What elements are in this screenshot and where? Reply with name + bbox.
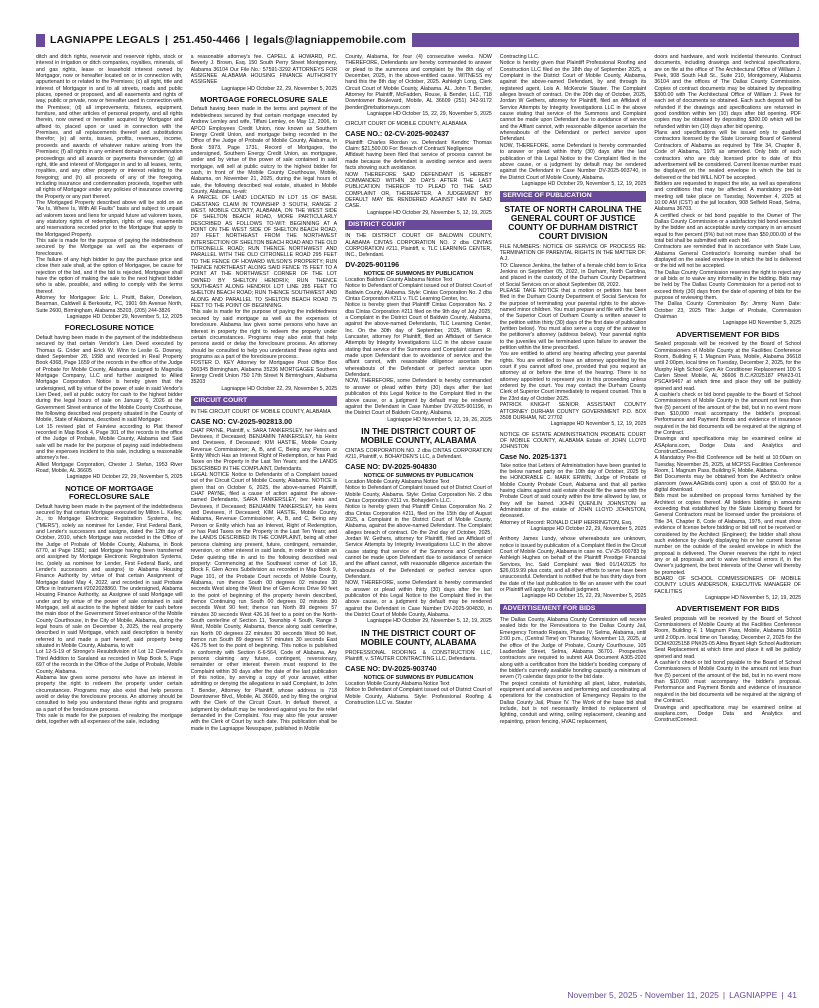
notice-paragraph: You are entitled to attend any hearing affecting your parental rights. You are entitled to have an attorney appointed by the court if you cannot afford one, provided that you request an attorney at or before the time of the hearing. There is no attorney appointed to represent you in this proceeding unless ordered by the court. You may contact the Durham County Clerk of Superior Court immediately to request counsel. This is the 23rd day of October 2025.	[499, 351, 647, 402]
notice-paragraph: BOARD OF SCHOOL COMMISSIONERS OF MOBILE COUNTY LOUIS ANDERSON, EXECUTIVE MANAGER OF FACILITIES	[654, 575, 801, 595]
notice-title: ADVERTISEMENT FOR BIDS	[676, 329, 780, 339]
page-header	[36, 31, 799, 49]
notice-paragraph: Lot 15 revised plat of Fairview according to Plat thereof recorded in Map Book 4, Page 301 of the records in the office of the Judge of Probate, Mobile County, Alabama and Said sale will be made for the purpose of paying said indebtedness and the expenses incident to this sale, including a reasonable attorney's fee.	[36, 423, 183, 462]
notice-paragraph: Default having been made in the terms and payment of the indebtedness secured by that certain mortgage executed by Andrew Lemley and wife, Tiffani Lemley, on May 12, 2006, to APCO Employees Credit Union, now known as Southern Energy Credit Union, and mortgage being recorded in the Office of the Judge of Probate of Mobile County, Alabama, in Book 5973, Page 1731, Record of Mortgages, the undersigned, Southern Energy Credit Union, as mortgagee, under and by virtue of the power of sale contained in said mortgage, will sell at public outcry to the highest bidder for cash, in front of the Mobile County Courthouse, Mobile, Alabama, on November 21, 2025, during the legal hours of sale, the following described real estate, situated in Mobile County, Alabama, to-wit:	[190, 106, 338, 195]
notice-paragraph: A Mandatory Pre-Bid Conference will be held at 10:00am on Tuesday, November 25, 2025, at MCPSS Facilities Conference Room, 1 Magnum Pass, Building F, Mobile, Alabama.	[654, 455, 801, 475]
case-number: DV-2025-901196	[345, 259, 400, 269]
header-section: LAGNIAPPE LEGALS	[50, 34, 160, 46]
notice-paragraph: IN THE CIRCUIT COURT OF MOBILE COUNTY, ALABAMA	[190, 409, 331, 416]
notice-paragraph: Alabama law gives some persons who have an interest in property the right to redeem the property under certain circumstances. Programs may also exist that help persons avoid or delay the foreclosure process. An attorney should be consulted to help you understand these rights and programs as a part of the foreclosure process.	[36, 674, 183, 713]
column-1	[36, 54, 183, 980]
notice-paragraph: CIRCUIT COURT OF MOBILE COUNTY, ALABAMA	[345, 121, 467, 128]
notice-paragraph: CHAT PAYNE, Plaintiff, v. SARA TANKERSLEY, her Heirs and Devisees, if Deceased; BENJAMIN TANKERSLEY, his Heirs and Devisees, if Deceased; KIM HASTIE, Mobile County Revenue Commissioner; A, B, and C, Being any Person or Entity Which Has an Interest Right of Redemption, or has Paid Taxes on the Property in the Last Ten Years; and the LANDS DESCRIBED IN THE COMPLAINT, Defendants.	[190, 427, 338, 472]
notice-paragraph: Default having been made in the payment of the indebtedness secured by that certain Mortgage executed by Milton L. Kelley, Jr., to Mortgage Electronic Registration Systems, Inc. ("MERS"), solely as nominee for Lender, First Federal Bank, and Lender's successors and assigns, dated the 12th day of October, 2010, which Mortgage was recorded in the Office of the Judge of Probate of Mobile County, Alabama, in Book 6770, at Page 1581; said Mortgage having been transferred and assigned by Mortgage Electronic Registration Systems, Inc. (solely as nominee for Lender, First Federal Bank, and Lender's successors and assigns) to Alabama Housing Finance Authority by virtue of that certain Assignment of Mortgage dated May 4, 2022, and recorded in said Probate Office in Instrument #2022028860. The undersigned, Alabama Housing Finance Authority, as Assignee of said Mortgage will under and by virtue of the power of sale contained in said Mortgage, sell at auction to the highest bidder for cash before the main door of the Government Street entrance of the Mobile County Courthouse, in the City of Mobile, Alabama, during the legal hours of sale on December 3, 2025, the real property described in said Mortgage, which said description is hereby referred to and made a part hereof, said property being situated in Mobile County, Alabama, to wit:	[36, 503, 183, 650]
page-number: 41	[787, 990, 797, 1000]
notice-paragraph: NOW, THEREFORE, some Defendant is hereby commanded to answer or plead within thirty (30) days after the last publication of this Legal Notice to the Complaint filed in the above cause, or a judgment by default may be rendered against the Defendant in Case Number DV-2025-904830, in the District Court of Mobile County, Alabama.	[345, 580, 492, 619]
publication-line: Lagniappe HD October 29, November 5, 12, 2025	[66, 314, 183, 321]
notice-paragraph: This sale is made for the purposes of realizing the mortgage debt, together with all expenses of the sale, including	[36, 712, 183, 726]
notice-title: FORECLOSURE NOTICE	[64, 323, 154, 333]
section-heading: ADVERTISEMENT FOR BIDS	[500, 604, 647, 614]
notice-paragraph: Notice is hereby given that Plaintiff Cintas Corporation No. 2 dba Cintas Corporation #211, filed on the 15th day of August 2025, a Complaint in the District Court of Mobile County, Alabama, against the above-named Defendant. The Complaint alleges breach of contract. On the 2nd day of October, 2025, Jordan W. Gethers, attorney for Plaintiff, filed an Affidavit of Service Attempts by Integrity Investigations LLC in the above cause stating that service of the Summons and Complaint cannot be made upon Defendant due to avoidance of service and the affiant cannot, with reasonable diligence ascertain the whereabouts of the Defendant or perfect service upon Defendant.	[345, 504, 492, 581]
notice-paragraph: The Dallas County Commission reserves the right to reject any or all bids or to waive any informality in the bidding. Bids may be held by The Dallas County Commission for a period not to exceed thirty (30) days from the date of opening of bids for the purpose of reviewing them.	[654, 269, 801, 302]
case-number: CASE NO.: 02-CV-2025-902437	[345, 128, 450, 138]
notice-paragraph: TO: Clarence Jenkins, the father of a female child born to Erica Jenkins on September 05, 2022, in Durham, North Carolina, and placed in the custody of the Durham County Department of Social Services on or about September 08, 2022.	[499, 262, 647, 288]
notice-paragraph: The Mortgaged Property described above will be sold on an "As Is, Where Is, With All Faults" basis and subject to unpaid ad valorem taxes and liens for unpaid future ad valorem taxes, any statutory rights of redemption, rights of way, easements and reservations recorded prior to the Mortgage that apply to the Mortgaged Property.	[36, 199, 183, 238]
notice-paragraph: Take notice that Letters of Administration have been granted to the below named party on the 10th day of October, 2025 by the HONORABLE C. MARK ERWIN, Judge of Probate of Mobile County Probate Court, Alabama and that all parties having claims against said estate should file the same with the Probate Court of said county within the time allowed by law, or they will be barred. JOHN QUENLIN JOHNSTON as Administrator of the estate of JOHN LLOYD JOHNSTON, deceased.	[499, 462, 647, 520]
publication-line: Lagniappe HD October 15, 22, 29, November 5, 2025	[367, 111, 492, 118]
notice-paragraph: Plaintiff: Charles Riordan vs. Defendant: Kendric Thomas Claim: $21,500.00 For: Breach of Contract/ Negligence	[345, 139, 492, 153]
notice-paragraph: This sale is made for the purpose of paying the indebtedness secured by said mortgage as well as the expenses of foreclosure. Alabama law gives some persons who have an interest in property the right to redeem the property under certain circumstances. Programs may also exist that help persons avoid or delay the foreclosure process. An attorney should be consulted to help you understand these rights and programs as a part of the foreclosure process.	[190, 309, 338, 360]
notice-paragraph: The project consists of furnishing all plant, labor, materials, equipment and all services and performing and coordinating all operations for the construction of Emergency Repairs to the Dallas County Jail, Phase IV. The Work of the base bid shall include, but is not necessarily limited to replacement of lighting, conduit and wiring, ceiling replacement, cleaning and repainting, prison fencing, HVAC replacement,	[499, 680, 647, 725]
header-separator: |	[245, 34, 249, 46]
notice-paragraph: Location Mobile County Alabama Notice Text	[345, 680, 450, 687]
notice-paragraph: County, Alabama, for four (4) consecutive weeks. NOW THEREFORE, Defendants are hereby commanded to answer or plead to the summons and complaint by the 8th day of December, 2025, in the above-entitled cause. WITNESS my hand this the 8th day of October, 2025. Ashleigh Long, Clerk Circuit Court of Mobile County, Alabama. AL. John T. Bender, Attorney for Plaintiff, McFadden, Rouse, & Bender, LLC, 718 Downtowner Boulevard, Mobile, AL 36609 (251) 342-9172 jbender@mrbattorneys.com	[345, 54, 492, 111]
footer-separator: |	[722, 990, 726, 1000]
column-5	[654, 54, 801, 980]
publication-line: Lagniappe HD October 22, 29, November 5, 2025	[221, 85, 338, 92]
notice-paragraph: Default having been made in the payment of the indebtedness secured by that certain Vendor's Lien Deed executed by Thomas G. Crider and Erick W. Winn to Leslie G. Downey, dated September 28, 1998 and recorded in Real Property Book 4368, Page 1659 of the records in the office of the Judge of Probate for Mobile County, Alabama assigned to Magnolia Mortgage Company, LLC and further assigned to Allied Mortgage Corporation. Notice is hereby given that the undersigned, will by virtue of the power of sale in said Vendor's Lien Deed, sell at public outcry for cash to the highest bidder during the legal hours of sale on January 6, 2026 at the Government Street entrance of the Mobile County Courthouse, the following described real property situated in the County of Mobile, State of Alabama, described in said Mortgage:	[36, 334, 183, 424]
notice-paragraph: Notice to Defendant of Complaint issued out of District Court of Mobile County, Alabama. Style: Professional Roofing & Construction LLC vs. Stauter	[345, 687, 492, 706]
notice-paragraph: Notice to Defendant of Complaint issued out of District Court of Mobile County, Alabama. Style: Cintas Corporation No. 2 dba Cintas Corporation #211 vs. Bohayden's LLC.	[345, 485, 492, 504]
notice-paragraph: Sealed proposals will be received by the Board of School Commissioners of Mobile County at the Facilities Conference Room, Building F, 1 Magnum Pass, Mobile, Alabama 36618 until 2:00pm, local time on Tuesday, December 2, 2025, for the Murphy High School Gym Air Conditioner Replacement 100 S Carlen Street Mobile, AL 36606 B.C.#2025187 PN#23-01 PSCA#9467 at which time and place they will be publicly opened and read.	[654, 341, 801, 392]
section-heading: DISTRICT COURT	[345, 220, 492, 230]
publication-line: Lagniappe HD November 5, 12, 19, 2025	[705, 594, 801, 601]
notice-paragraph: Location Baldwin County Alabama Notice Text	[345, 276, 453, 283]
notice-paragraph: Plans and specifications will be issued only to qualified contractors licensed by the State Licensing Board of General Contractors of Alabama as required by Title 34, Chapter 8, Code of Alabama, 1975 as amended. Only bids of such contractors who are duly licensed prior to date of this advertisement will be considered. Current license number must be displayed on the sealed envelope in which the bid is delivered or the bid WILL NOT be accepted.	[654, 130, 801, 181]
notice-paragraph: CINTAS CORPORATION NO. 2 dba CINTAS CORPORATION #211, Plaintiff, v. BOHAYDEN'S LLC, a Defendant.	[345, 447, 492, 461]
notice-paragraph: NOW, THEREFORE, some Defendant is hereby commanded to answer or plead within thirty (30) days after the last publication of this Legal Notice to the Complaint filed in the above cause, or a judgment by default may be rendered against the Defendant in Case Number DV-2025-901196, in the District Court of Baldwin County, Alabama.	[345, 378, 492, 417]
notice-paragraph: Allied Mortgage Corporation, Chester J. Stefan, 1953 River Road, Mobile, AL 36605	[36, 461, 183, 475]
column-4	[500, 54, 647, 980]
notice-paragraph: PATRICK KNIGHT SENIOR ASSISTANT COUNTY ATTORNEY DURHAM COUNTY GOVERNMENT P.O. BOX 3508 DURHAM, NC 27702	[499, 402, 647, 421]
notice-paragraph: NOTICE OF ESTATE ADMINISTRATION PROBATE COURT OF MOBILE COUNTY, ALABAMA Estate of JOHN LLOYD JOHNSTON	[499, 431, 647, 451]
court-heading: STATE OF NORTH CAROLINA THE GENERAL COURT OF JUSTICE COUNTY OF DURHAM DISTRICT COURT DIVISION	[504, 203, 642, 241]
publication-line: Lagniappe HD November 5, 12, 19, 2025	[550, 421, 647, 428]
notice-paragraph: A certified check or bid bond payable to the Owner of The Dallas County Commission or a satisfactory bid bond executed by the bidder and an acceptable surety company in an amount equal to five percent (5%) but not more than $50,000.00 of the total bid shall be submitted with each bid.	[654, 212, 801, 244]
notice-paragraph: Notice to Defendant of Complaint issued out of District Court of Baldwin County, Alabama. Style: Cintas Corporation No. 2 dba Cintas Corporation #211 v. TLC Learning Center, Inc.	[345, 283, 492, 302]
publication-line: Lagniappe HD October 22, 29, November 5, 2025	[66, 474, 183, 481]
column-3	[345, 54, 492, 980]
footer-publication: LAGNIAPPE	[729, 990, 778, 1000]
notice-paragraph: PLEASE TAKE NOTICE that a motion or petition has been filed in the Durham County Department of Social Services for the purpose of terminating your parental rights to the above-named minor children. You must prepare and file with the Clerk of the Superior Court of Durham County a written answer to the petition within thirty (30) days of the first date of publication (written below). You must also serve a copy of the answer to the petitioner's attorney (address below). Your parental rights to the juveniles will be terminated upon failure to answer the petition within the time prescribed.	[499, 287, 647, 352]
notice-paragraph: Bid Documents may be obtained from the Architect's online planroom (www.AAGbids.com) upon a cost of $50.00 for a digital download.	[654, 474, 801, 494]
notice-subtitle: NOTICE OF SUMMONS BY PUBLICATION	[363, 270, 474, 277]
publication-line: Lagniappe HD October 22, 29, November 5, 2025	[530, 526, 647, 532]
notice-paragraph: The failure of any high bidder to pay the purchase price and close their sale shall, at the option of Mortgagee, be cause for rejection of the bid, and if the bid is rejected, Mortgagee shall have the option of making the sale to the next highest bidder who is able, possible, and willing to comply with the terms thereof.	[36, 257, 183, 295]
publication-line: Lagniappe HD October 15, 22, 29, November 5, 2025	[521, 593, 647, 600]
notice-paragraph: NOW THEREFORE SAID DEFENDANT IS HEREBY COMMANDED WITHIN 30 DAYS AFTER THE LAST PUBLICATION THEREOF TO PLEAD TO THE SAID COMPLAINT OR, THEREAFTER, A JUDGEMENT BY DEFAULT MAY BE RENDERED AGAINST HIM IN SAID CASE.	[345, 171, 492, 210]
notice-paragraph: Location Mobile County Alabama Notice Text	[345, 478, 450, 485]
column-2	[191, 54, 338, 980]
notice-paragraph: FILE NUMBERS: NOTICE OF SERVICE OF PROCESS RE: TERMINATION OF PARENTAL RIGHTS IN THE MATTER OF: A.J.	[499, 243, 647, 263]
case-number: CASE NO: CV-2025-902813.00	[190, 416, 293, 426]
notice-title: MORTGAGE FORECLOSURE SALE	[200, 95, 328, 105]
notice-paragraph: NOW, THEREFORE, some Defendant is hereby commanded to answer or plead within thirty (30) days after the last publication of this Legal Notice to the Complaint filed in the above cause, or a judgment by default may be rendered against the Defendant in Case Number DV-2025-903740, in the District Court of Mobile County, Alabama.	[499, 142, 647, 181]
notice-paragraph: A PARCEL OF LAND LOCATED IN LOT 15 OF BASIL CHESTANG CLAIM IN TOWNSHIP 3 SOUTH, RANGE 2 WEST, MOBILE COUNTY, ALABAMA, ON THE WEST SIDE OF SHELTON BEACH ROAD, MORE PARTICULARLY DESCRIBED AS FOLLOWS TO-WIT: BEGINNING AT A POINT ON THE WEST SIDE OF SHELTON BEACH ROAD, 207 FEET NORTHEAST FROM THE NORTHWEST INTERSECTION OF SHELTON BEACH ROAD AND THE OLD CITRONELLE ROAD; RUN THENCE NORTHWEST AND PARALLEL WITH THE OLD CITRONELLE ROAD 295 FEET TO THE FENCE OF HOWARD WILSON'S PROPERTY; RUN THENCE NORTHEAST ALONG SAID FENCE 75 FEET TO A POINT AT THE NORTHWEST CORNER OF THE LOT OWNED BY SHELTON HENDRIX; RUN THENCE SOUTHEAST ALONG HENDRIX LOT LINE 285 FEET TO SHELTON BEACH ROAD; RUN THENCE SOUTHWEST AND ALONG AND PARALLEL TO SHELTON BEACH ROAD 75 FEET TO THE POINT OF BEGINNING.	[190, 195, 338, 310]
section-heading: SERVICE OF PUBLICATION	[500, 191, 647, 201]
legal-columns	[36, 54, 801, 980]
notice-paragraph: LEGAL NOTICE Notice to Defendants of a Complaint issued out of the Circuit Court of Mobile County, Alabama. NOTICE is given that on October 6, 2025, the above-named Plaintiff, CHAT PAYNE, filed a cause of action against the above-named Defendants, SARA TANKERSLEY, her Heirs and Devisees, if Deceased; BENJAMIN TANKERSLEY, his Heirs and Devisees, if Deceased; KIM HASTIE, Mobile County, Alabama, Revenue Commissioner; A, B, and C, Being any Person or Entity which has an Interest, Right of Redemption, or has Paid Taxes on the Property in the Last Ten Years; and the LANDS DESCRIBED IN THE COMPLAINT, being all other persons claiming any present, future, contingent, remainder, reversion, or other interest in said lands, in order to obtain an Order quieting title in and to the following described real property: Commencing at the Southwest corner of Lot 18, Block F, Glen Acres Subdivision as recorded in Map Book 9, Page 101, of the Probate Court records of Mobile County, Alabama, run thence South 00 degrees 02 minutes 30 seconds West along the West line of Glen Acres Drive 90 feet to the point of beginning of the property herein described, thence Continuing run South 00 degrees 02 minutes 30 seconds West 90 feet; thence run North 89 degrees 57 minutes 30 seconds West 426.16 feet to a point on the North-South centerline of Section 11, Township 4 South, Range 3 West, Mobile County, Alabama, thence along said centerline, run North 00 degrees 22 minutes 30 seconds West 90 feet, thence run South 89 degrees 57 minutes 30 seconds East 426.75 feet to the point of beginning. This notice is published in conformity with Section 6-6-564, Code of Alabama. Any persons claiming any future, contingent, reversionary, remainder or other interest therein must respond to the Complaint within 30 days after the date of the last publication of this notice, by serving a copy of your answer, either admitting or denying the allegations in said Complaint, to John T. Bender, Attorney for Plaintiff, whose address is 718 Downtowner Blvd., Mobile, AL 36609, and by filing the original with the Clerk of the Circuit Court. In default thereof, a judgment by default may be rendered against you for the relief demanded in the Complaint. You may also file your answer with the Clerk of Court by such date. This publication shall be made in the Lagniappe Newspaper, published in Mobile	[190, 472, 338, 732]
notice-paragraph: Notice is hereby given that Plaintiff Professional Roofing and Construction LLC filed on the 18th day of September 2025, a Complaint in the District Court of Mobile County, Alabama, against the above-named Defendant, by and through its registered agent, Lois A. McKenzie Stauter. The Complaint alleges breach of contract. On the 20th day of October, 2025, Jordan W Gethers, attorney for Plaintiff, filed an Affidavit of Service Attempts by Integrity Investigations LLC in the above cause stating that service of the Summons and Complaint cannot be made upon Defendant due to avoidance of service and the Affiant cannot, with reasonable diligence ascertain the whereabouts of the Defendant or perfect service upon Defendant.	[499, 60, 647, 143]
notice-title: ADVERTISEMENT FOR BIDS	[676, 604, 780, 614]
case-number: Case No. 2025-1371	[499, 451, 567, 461]
notice-paragraph: The Dallas County, Alabama County Commission will receive sealed bids for the Renovations to the Dallas County Jail, Emergency Tornado Repairs, Phase IV, Selma, Alabama, until 2:00 p.m., (Central Time) on Thursday, November 13, 2025, at the office of the Judge of Probate, County Courthouse, 105 Lauderdale Street, Selma, Alabama 36701. Prospective contractors are required to submit AIA Document A305-2020 along with a certification from the bidder's bonding company of the bidder's currently available bonding capacity a minimum of seven (7) calendar days prior to the bid date.	[499, 617, 647, 681]
notice-paragraph: Sealed proposals will be received by the Board of School Commissioners of Mobile County at the Facilities Conference Room, Building F, 1 Magnum Pass, Mobile, Alabama 36618 until 2:00p.m. local time on Tuesday, December 2, 2025 for the DCM#2025158 PN#25-05 Alma Bryant High School Auditorium Seat Replacement at which time and place it will be publicly opened and read.	[654, 615, 801, 660]
notice-paragraph: The Dallas County Commission By: Jimmy Nunn Date: October 23, 2025 Title: Judge of Probate, Commission Chairman	[654, 301, 801, 321]
publication-line: Lagniappe HD November 5, 2025	[722, 320, 801, 327]
notice-paragraph: Affidavit having been filed that service of process cannot be made because the defendant is avoiding service and avers facts showing such avoidance.	[345, 152, 492, 172]
court-heading: IN THE DISTRICT COURT OF MOBILE COUNTY, ALABAMA	[360, 425, 477, 445]
case-number: CASE NO: DV-2025-903740	[345, 663, 437, 673]
notice-paragraph: Contractors are reminded that in accordance with State Law, Alabama General Contractor's licensing number shall be displayed on the sealed envelope in which the bid is delivered or the bid will not be accepted.	[654, 244, 801, 270]
header-rule	[412, 33, 799, 47]
section-heading: CIRCUIT COURT	[191, 396, 338, 406]
notice-subtitle: NOTICE OF SUMMONS BY PUBLICATION	[363, 472, 474, 479]
notice-paragraph: ditch and ditch rights, reservoir and reservoir rights, stock or interest in irrigation or ditch companies, royalties, minerals, oil and gas rights, lease or leasehold interest owned by Mortgagor, now or hereafter located on or in connection with, appurtenant to or related to the Premises; (c) all right, title and interest of Mortgagor in and to all streets, roads and public places, opened or proposed, and all easements and rights of way, public or private, now or hereafter used in connection with the Premises; (d) all improvements, fixtures, equipment, furniture, and other articles of personal property, and all rights therein, now owned or hereafter acquired by Mortgagor and affixed to, placed upon or used in connection with the Premises, and all replacements thereof and substitutions therefor; (e) all rents, issues, profits, revenues, income, proceeds and awards of whatever nature arising from the Premises; (f) all rights in any eminent domain or condemnation proceedings and all awards or payments thereunder; (g) all right, title and interest of Mortgagor in and to all leases, rents, royalties, and any other property or interest relating to the foregoing; and (h) all proceeds of any of the foregoing, including insurance and condemnation proceeds, together with all rights of Mortgagor under any policies of insurance covering the Property or any part thereof.	[36, 54, 183, 200]
publication-line: Lagniappe HD October 29, November 5, 12, 19, 2025	[367, 618, 492, 625]
publication-line: Lagniappe HD October 29, November 5, 12, 19, 2025	[367, 209, 492, 216]
notice-title: NOTICE OF MORTGAGE FORECLOSURE SALE	[65, 483, 154, 502]
header-email: legals@lagniappemobile.com	[253, 34, 407, 46]
notice-paragraph: Attorney of Record: RONALD CHIP HERRINGTON, Esq.	[499, 519, 633, 526]
notice-paragraph: Notice is hereby given that Plaintiff Cintas Corporation No. 2 dba Cintas Corporation #211 filed on the 9th day of July 2025, a Complaint in the District Court of Baldwin County, Alabama, against the above-named Defendants, TLC Learning Center, Inc. On the 30th day of September, 2025, William R. Lancaster, attorney for Plaintiff, filed an Affidavit of Service Attempts by Integrity Investigations LLC in the above cause stating that service of the Summons and Complaint cannot be made upon Defendant due to avoidance of service and the affiant cannot, with reasonable diligence ascertain the whereabouts of the Defendant or perfect service upon Defendant.	[345, 302, 492, 379]
notice-paragraph: Attorney for Mortgagee: Eric L. Pruitt, Baker, Donelson, Bearman, Caldwell & Berkowitz, PC, 1901 6th Avenue North, Suite 2600, Birmingham, Alabama 35203, (205) 244-3826	[36, 295, 183, 314]
notice-paragraph: IN THE DISTRICT COURT OF BALDWIN COUNTY, ALABAMA CINTAS CORPORATION NO. 2 dba CINTAS CORPORATION #211, Plaintiff, v. TLC LEARNING CENTER, INC., Defendant.	[345, 233, 492, 259]
notice-subtitle: NOTICE OF SUMMONS BY PUBLICATION	[363, 674, 474, 681]
publication-line: Lagniappe HD October 22, 29, November 5, 2025	[221, 385, 338, 392]
court-heading: IN THE DISTRICT COURT OF MOBILE COUNTY, ALABAMA	[360, 627, 477, 647]
page-footer	[567, 990, 797, 1000]
notice-paragraph: Bidders are requested to inspect the site, as well as operations and conditions that may be affected. A mandatory pre-bid meeting will take place on Tuesday, November 4, 2025 at 10:00 AM (CST) at the jail location, 908 Selfield Road, Selma, Alabama 36703.	[654, 180, 801, 213]
publication-line: Lagniappe HD October 29, November 5, 12, 19, 2025	[521, 180, 647, 187]
notice-paragraph: Drawings and specifications may be examined online at asaplans.com, Dodge Data and Analytics and ConstructConnect.	[654, 704, 801, 724]
section-marker	[36, 34, 45, 47]
notice-paragraph: Drawings and specifications may be examined online at ASAplans.com, Dodge Data and Analytics and ConstructConnect.	[654, 436, 801, 456]
notice-paragraph: Contracting LLC.	[499, 54, 540, 60]
notice-paragraph: PROFESSIONAL ROOFING & CONSTRUCTION LLC, Plaintiff, v. STAUTER CONTRACTING LLC, Defendants.	[345, 649, 492, 663]
notice-paragraph: Lot 12-S-19 of Stronge's Resubdivision of Lot 12 Cleveland's Third Addition to Saraland as recorded in Map Book 5, Page 697 of the records in the Office of the Judge of Probate, Mobile County, Alabama.	[36, 649, 183, 675]
notice-paragraph: This sale is made for the purpose of paying the indebtedness secured by the Mortgage as well as the expenses of foreclosure.	[36, 237, 183, 257]
footer-dates: November 5, 2025 - November 11, 2025	[567, 990, 719, 1000]
notice-paragraph: Bids must be submitted on proposal forms furnished by the Architect or copies thereof. All bidders bidding in amounts exceeding that established by the State Licensing Board for General Contractors must be licensed under the provisions of Title 34, Chapter 8, Code of Alabama, 1975, and must show evidence of license before bidding or bid will not be received or considered by the Architect (Engineer); the bidder shall show such evidence by clearly displaying his or her current license number on the outside of the sealed envelope in which the proposal is delivered. The Owner reserves the right to reject any or all proposals and to waive technical errors if, in the Owner's judgment, the best interests of the Owner will thereby be promoted.	[654, 493, 801, 576]
notice-paragraph: doors and hardware, and work incidental thereunto. Contract documents, including drawings and technical specifications, are on file at the office of The Architectural Office of William J. Peek, 908 South Hull St., Suite 210, Montgomery, Alabama 36104 and the offices of The Dallas County Commission. Copies of contract documents may be obtained by depositing $300.00 with The Architectural Office of William J. Peek for each set of documents so obtained. Each such deposit will be refunded if the drawings and specifications are returned in good condition within ten (10) days after bid opening. PDF copies may be obtained by depositing $300.00 which will be refunded within ten (10) days after bid opening.	[654, 54, 801, 130]
notice-paragraph: a reasonable attorney's fee. CAPELL & HOWARD, P.C. Beverly J. Brown, Esq. 150 South Perry Street Montgomery, Alabama 36104 Our File No.: 57591-3292 ATTORNEYS FOR ASSIGNEE ALABAMA HOUSING FINANCE AUTHORITY ASSIGNEE	[190, 54, 338, 86]
header-phone: 251.450-4466	[173, 34, 241, 46]
notice-paragraph: Anthony James Lundy, whose whereabouts are unknown, notice is issued by publication of a Complaint filed in the Circuit Court of Mobile County, Alabama in case no. CV-25-900783 by Ashleigh Hughes on behalf of the Plaintiff Prestige Financial Services, Inc. Said Complaint was filed 01/14/2025 for $26,019.99 plus costs, and all other efforts to serve have been unsuccessful. Defendant is notified that he has thirty days from the date of the last publication to file an answer with the court or Plaintiff will apply for a default judgment.	[499, 536, 647, 594]
footer-separator: |	[781, 990, 784, 1000]
notice-paragraph: FOSTER D. KEY Attorney for Mortgagee Post Office Box 360345 Birmingham, Alabama 35236 MORTGAGEE Southern Energy Credit Union 750 17th Street N Birmingham, Alabama 35203	[190, 360, 338, 386]
notice-paragraph: A cashier's check or bid bond payable to the Board of School Commissioners of Mobile County in the amount not less than five (5) percent of the amount of the bid, but in no event more than $10,000 must accompany the bidder's proposal. Performance and Payment Bonds and evidence of insurance required in the bid documents will be required at the signing of the Contract.	[654, 391, 801, 436]
notice-paragraph: A cashier's check or bid bond payable to the Board of School Commissioners of Mobile County in the amount not less than five (5) percent of the amount of the bid, but in no event more than $10,000 must accompany the bidder's proposal. Performance and Payment Bonds and evidence of insurance required in the bid documents will be required at the signing of the Contract.	[654, 660, 801, 705]
publication-line: Lagniappe HD November 5, 12, 19, 26, 2025	[387, 416, 492, 423]
case-number: CASE NO: DV-2025-904830	[345, 461, 437, 471]
header-separator: |	[164, 34, 169, 46]
